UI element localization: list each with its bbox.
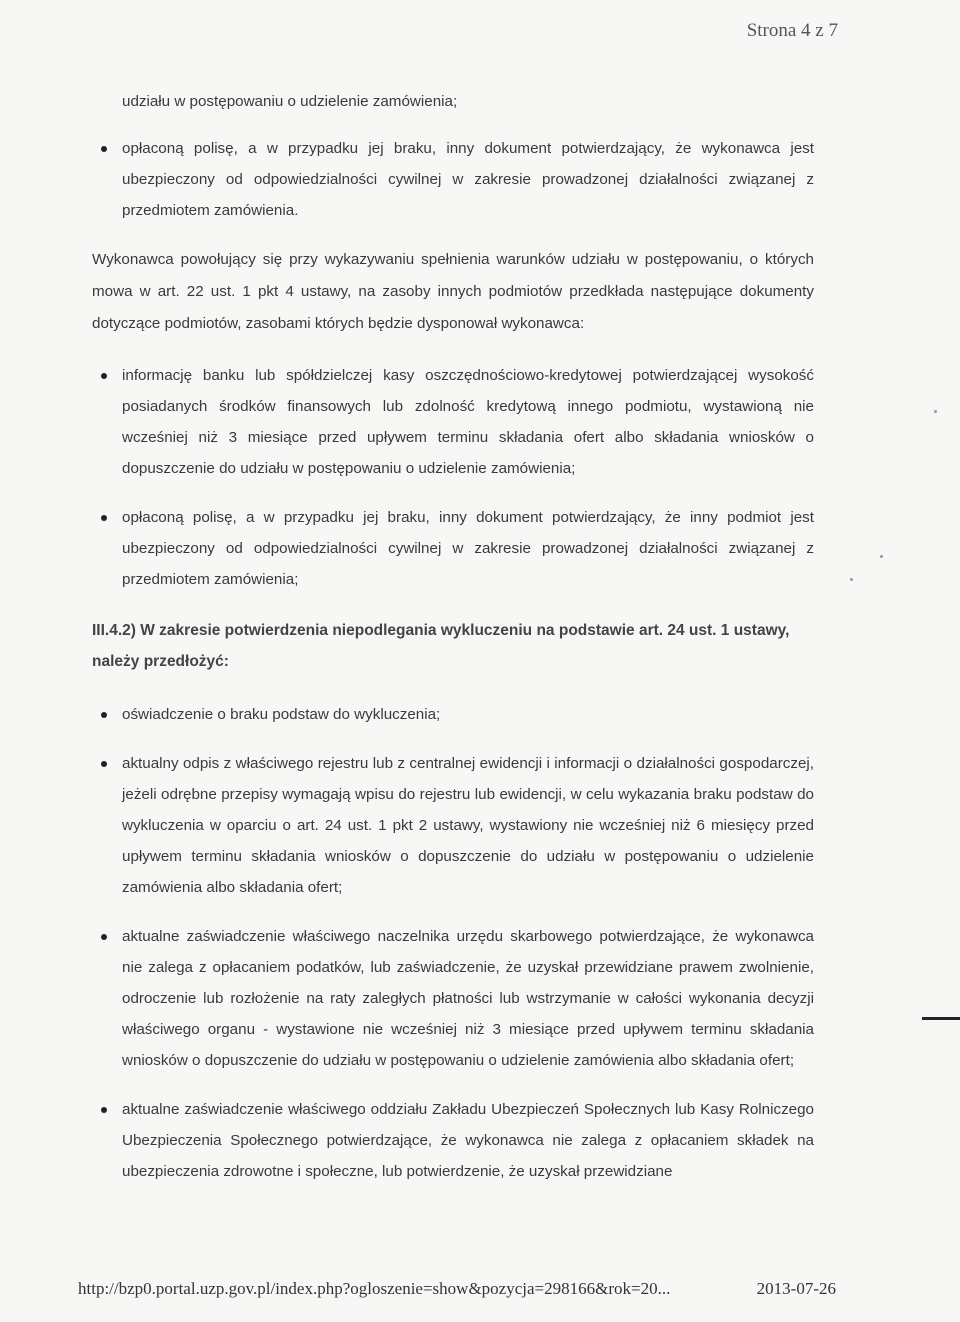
list-item-insurance-policy: opłaconą polisę, a w przypadku jej braku, inny dokument potwierdzający, że wykonawca jest ubezpieczony od odpowiedzialności cywilnej w zakresie prowadzonej działalności związanej z przedmiotem zamówienia.	[92, 133, 814, 226]
footer-date: 2013-07-26	[756, 1279, 836, 1298]
paragraph-third-party-resources: Wykonawca powołujący się przy wykazywaniu spełnienia warunków udziału w postępowaniu, o których mowa w art. 22 ust. 1 pkt 4 ustawy, na zasoby innych podmiotów przedkłada następujące dokumenty dotyczące podmiotów, zasobami których będzie dysponował wykonawca:	[92, 251, 814, 332]
footer-url: http://bzp0.portal.uzp.gov.pl/index.php?ogloszenie=show&pozycja=298166&rok=20...	[78, 1279, 671, 1298]
list-item-no-exclusion-statement: oświadczenie o braku podstaw do wykluczenia;	[92, 699, 814, 730]
scan-speck	[934, 410, 937, 413]
list-item-register-extract: aktualny odpis z właściwego rejestru lub z centralnej ewidencji i informacji o działalności gospodarczej, jeżeli odrębne przepisy wymagają wpisu do rejestru lub ewidencji, w celu wykazania braku podstaw do wykluczenia w oparciu o art. 24 ust. 1 pkt 2 ustawy, wystawiony nie wcześniej niż 6 miesięcy przed upływem terminu składania wniosków o dopuszczenie do udziału w postępowaniu o udzielenie zamówienia albo składania ofert;	[92, 748, 814, 903]
page-number: Strona 4 z 7	[746, 20, 838, 41]
paragraph-continuation: udziału w postępowaniu o udzielenie zamówienia;	[122, 93, 458, 110]
section-heading-III-4-2: III.4.2) W zakresie potwierdzenia niepodlegania wykluczeniu na podstawie art. 24 ust. 1 ustawy, należy przedłożyć:	[92, 622, 790, 670]
page-footer	[78, 1279, 836, 1299]
list-item-tax-certificate: aktualne zaświadczenie właściwego naczelnika urzędu skarbowego potwierdzające, że wykonawca nie zalega z opłacaniem podatków, lub zaświadczenie, że uzyskał przewidziane prawem zwolnienie, odroczenie lub rozłożenie na raty zaległych płatności lub wstrzymanie w całości wykonania decyzji właściwego organu - wystawione nie wcześniej niż 3 miesiące przed upływem terminu składania wniosków o dopuszczenie do udziału w postępowaniu o udzielenie zamówienia albo składania ofert;	[92, 921, 814, 1076]
document-body	[92, 86, 814, 1187]
list-item-third-party-policy: opłaconą polisę, a w przypadku jej braku, inny dokument potwierdzający, że inny podmiot jest ubezpieczony od odpowiedzialności cywilnej w zakresie prowadzonej działalności związanej z przedmiotem zamówienia;	[92, 502, 814, 595]
scan-speck	[880, 555, 883, 558]
list-item-bank-information: informację banku lub spółdzielczej kasy oszczędnościowo-kredytowej potwierdzającej wysokość posiadanych środków finansowych lub zdolność kredytową innego podmiotu, wystawioną nie wcześniej niż 3 miesiące przed upływem terminu składania ofert albo składania wniosków o dopuszczenie do udziału w postępowaniu o udzielenie zamówienia;	[92, 360, 814, 484]
list-item-zus-krus-certificate: aktualne zaświadczenie właściwego oddziału Zakładu Ubezpieczeń Społecznych lub Kasy Rolniczego Ubezpieczenia Społecznego potwierdzające, że wykonawca nie zalega z opłacaniem składek na ubezpieczenia zdrowotne i społeczne, lub potwierdzenie, że uzyskał przewidziane	[92, 1094, 814, 1187]
scan-speck	[850, 578, 853, 581]
edge-rule	[922, 1017, 960, 1020]
